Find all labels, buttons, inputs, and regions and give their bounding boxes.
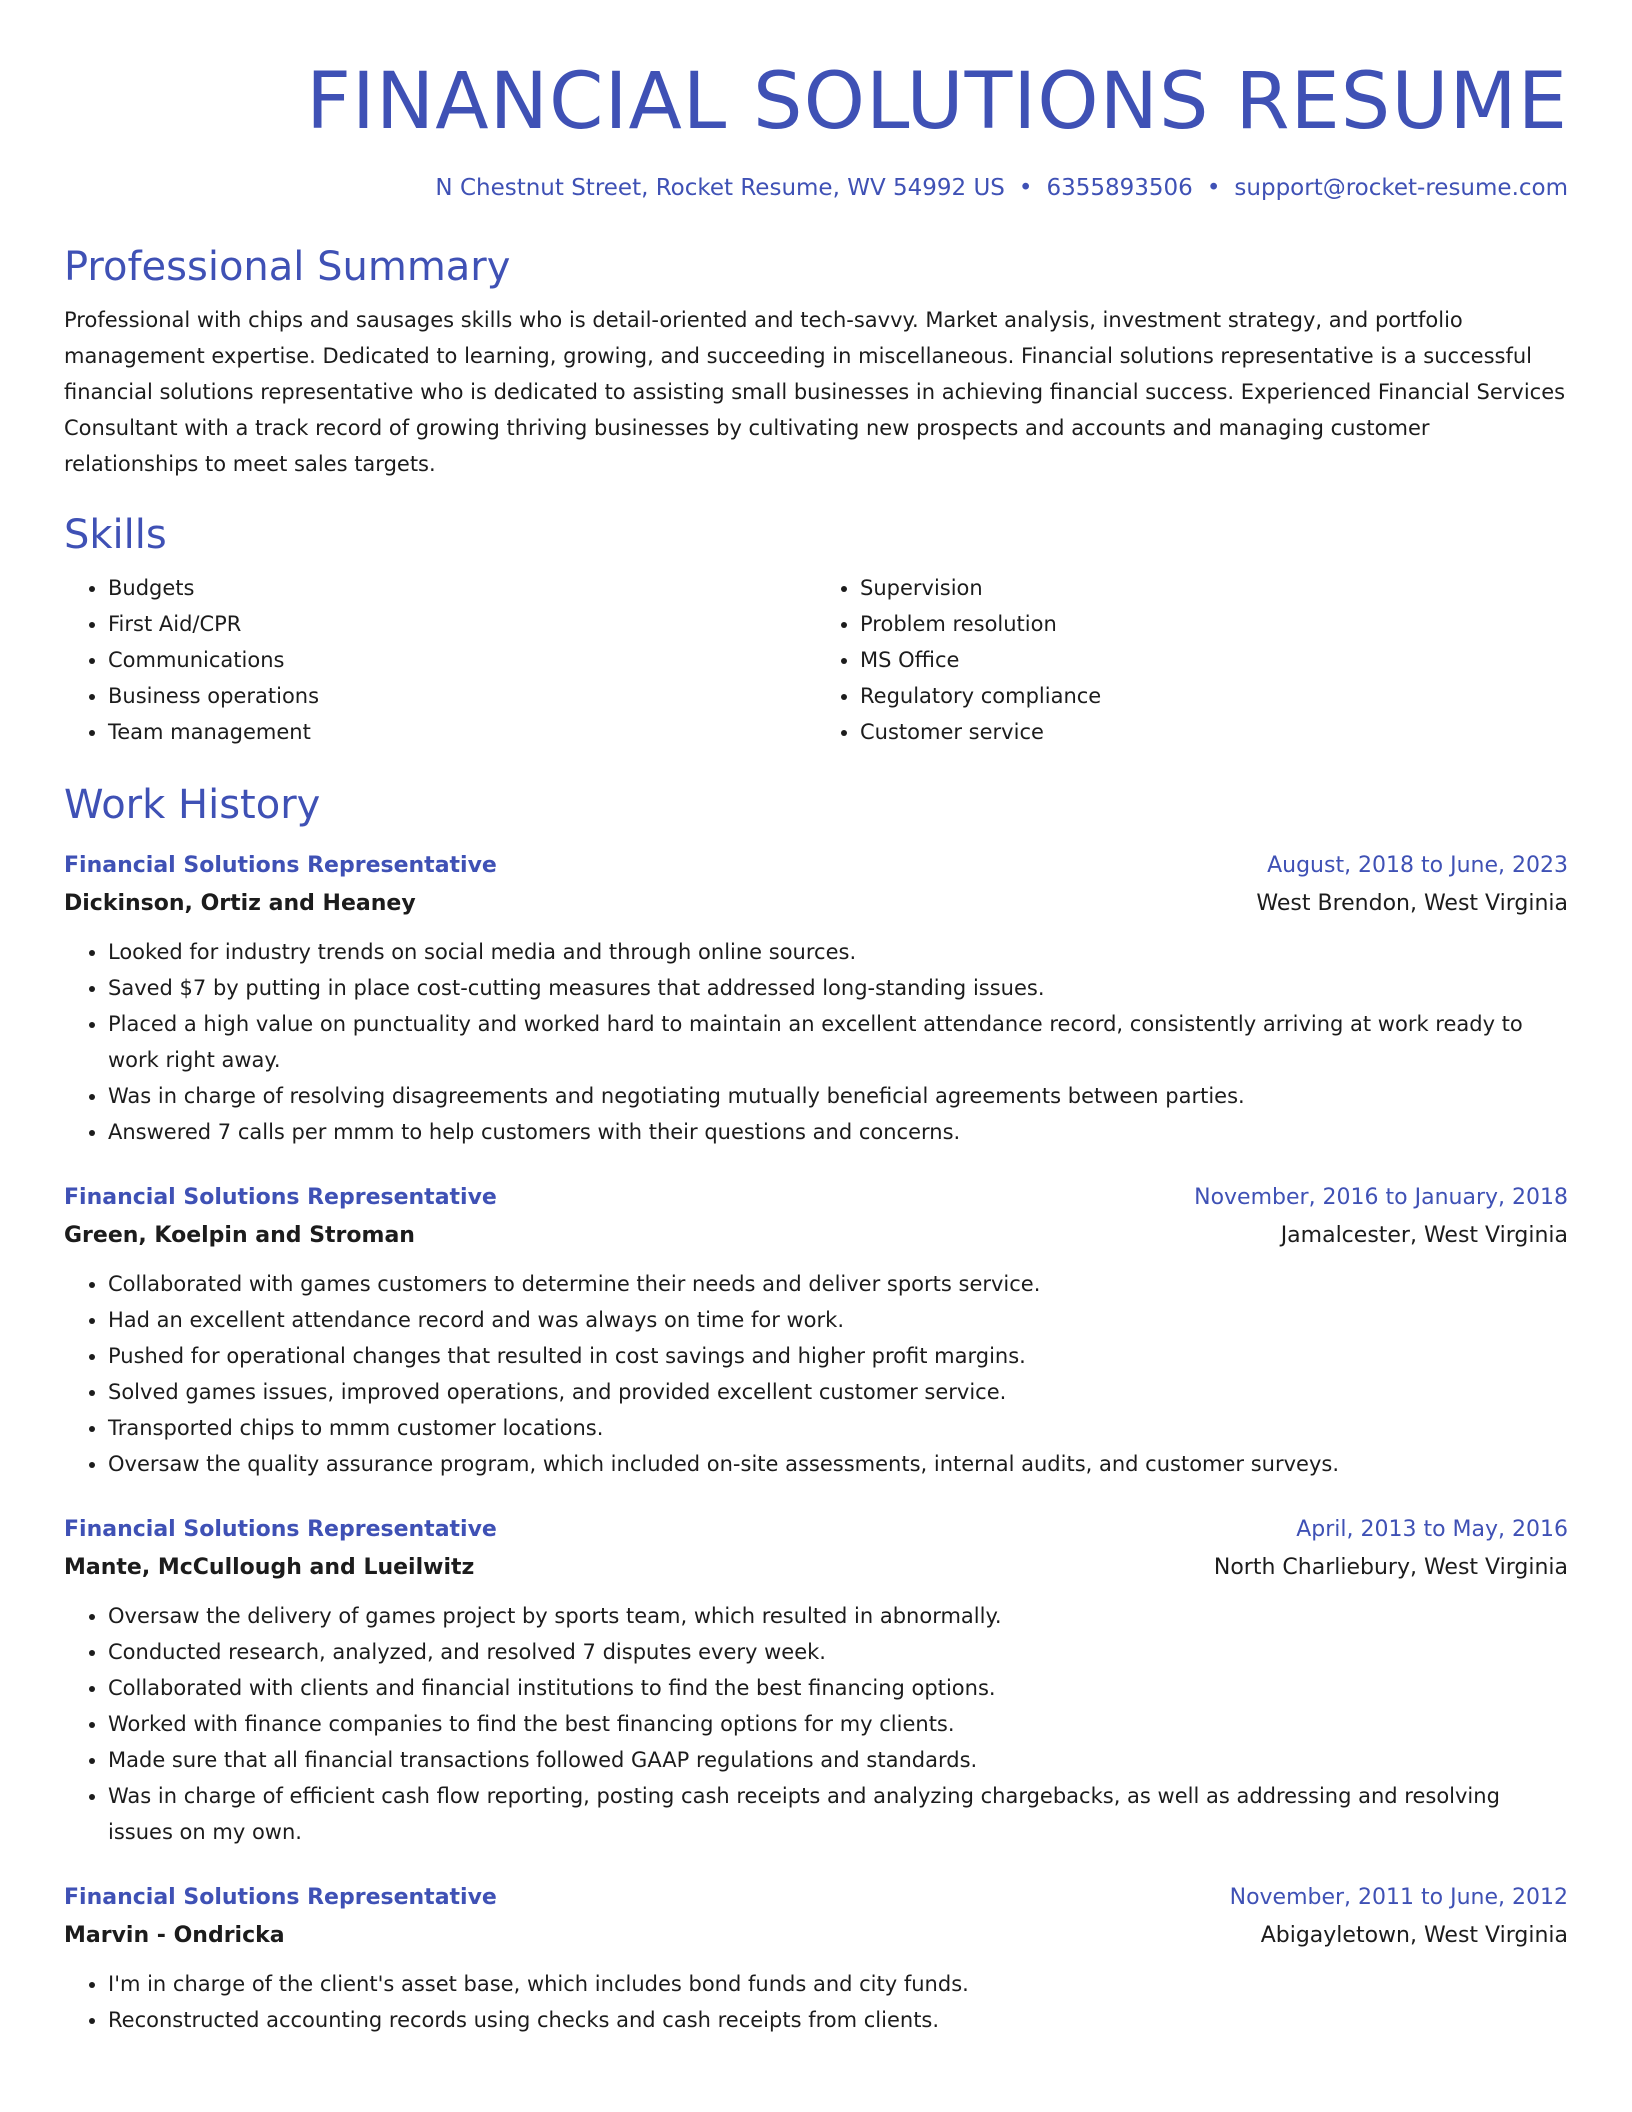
resume-title: FINANCIAL SOLUTIONS RESUME <box>306 57 1568 147</box>
skill-item: • Supervision <box>860 570 1568 606</box>
job-bullet: • Made sure that all financial transactions followed GAAP regulations and standards. <box>108 1742 1568 1778</box>
skill-item: • First Aid/CPR <box>108 606 816 642</box>
skill-item: • MS Office <box>860 642 1568 678</box>
job-dates: November, 2011 to June, 2012 <box>1229 1885 1568 1910</box>
job-bullet: • Was in charge of efficient cash flow reporting, posting cash receipts and analyzing chargebacks, as well as addressing and resolving issues on my own. <box>108 1778 1568 1850</box>
work-history-heading: Work History <box>64 782 321 828</box>
job-bullet: • Placed a high value on punctuality and worked hard to maintain an excellent attendance record, consistently arriving at work ready to work right away. <box>108 1006 1568 1078</box>
contact-separator: • <box>1206 175 1221 201</box>
job-title: Financial Solutions Representative <box>64 1885 497 1910</box>
summary-text: Professional with chips and sausages skills who is detail-oriented and tech-savvy. Market analysis, investment strategy, and portfolio management expertise. Dedicated to learning, growing, and succeeding in miscellaneous. Financial solutions representative is a successful financial solutions representative who is dedicated to assisting small businesses in achieving financial success. Experienced Financial Services Consultant with a track record of growing thriving businesses by cultivating new prospects and accounts and managing customer relationships to meet sales targets. <box>64 308 1566 476</box>
skills-heading: Skills <box>64 512 167 558</box>
skill-item: • Problem resolution <box>860 606 1568 642</box>
job-title: Financial Solutions Representative <box>64 1185 497 1210</box>
job-bullet: • Reconstructed accounting records using checks and cash receipts from clients. <box>108 2002 1568 2038</box>
job-location: North Charliebury, West Virginia <box>1213 1555 1568 1580</box>
job-dates: August, 2018 to June, 2023 <box>1267 853 1568 878</box>
job-bullets <box>64 1598 1568 1850</box>
job-company: Green, Koelpin and Stroman <box>64 1223 415 1248</box>
job-bullets <box>64 1266 1568 1482</box>
job-entry <box>64 1512 1568 1850</box>
skills-grid <box>64 570 1568 750</box>
contact-email[interactable]: support@rocket-resume.com <box>1234 175 1568 201</box>
job-bullet: • Was in charge of resolving disagreements and negotiating mutually beneficial agreements between parties. <box>108 1078 1568 1114</box>
job-dates: November, 2016 to January, 2018 <box>1194 1185 1568 1210</box>
job-bullet: • Collaborated with clients and financial institutions to find the best financing options. <box>108 1670 1568 1706</box>
job-bullet: • Looked for industry trends on social media and through online sources. <box>108 934 1568 970</box>
skill-item: • Budgets <box>108 570 816 606</box>
job-bullet: • Collaborated with games customers to determine their needs and deliver sports service. <box>108 1266 1568 1302</box>
job-title-row <box>64 1180 1568 1216</box>
job-entry <box>64 1180 1568 1482</box>
job-title: Financial Solutions Representative <box>64 853 497 878</box>
job-bullet: • Oversaw the delivery of games project by sports team, which resulted in abnormally. <box>108 1598 1568 1634</box>
job-bullet: • I'm in charge of the client's asset base, which includes bond funds and city funds. <box>108 1966 1568 2002</box>
skill-item: • Business operations <box>108 678 816 714</box>
job-bullets <box>64 1966 1568 2038</box>
skill-item: • Team management <box>108 714 816 750</box>
contact-line <box>64 172 1568 204</box>
job-bullet: • Solved games issues, improved operations, and provided excellent customer service. <box>108 1374 1568 1410</box>
job-bullet: • Saved $7 by putting in place cost-cutting measures that addressed long-standing issues. <box>108 970 1568 1006</box>
job-location: Jamalcester, West Virginia <box>1280 1223 1568 1248</box>
skill-item: • Regulatory compliance <box>860 678 1568 714</box>
job-company-row <box>64 1548 1568 1588</box>
job-bullet: • Had an excellent attendance record and was always on time for work. <box>108 1302 1568 1338</box>
summary-heading: Professional Summary <box>64 244 511 290</box>
job-bullet: • Worked with finance companies to find the best financing options for my clients. <box>108 1706 1568 1742</box>
job-company: Mante, McCullough and Lueilwitz <box>64 1555 475 1580</box>
job-title-row <box>64 848 1568 884</box>
job-bullet: • Oversaw the quality assurance program, which included on-site assessments, internal audits, and customer surveys. <box>108 1446 1568 1482</box>
contact-phone: 6355893506 <box>1046 175 1193 201</box>
job-title-row <box>64 1512 1568 1548</box>
job-bullets <box>64 934 1568 1150</box>
job-title-row <box>64 1880 1568 1916</box>
job-bullet: • Transported chips to mmm customer locations. <box>108 1410 1568 1446</box>
job-entry <box>64 1880 1568 2038</box>
skill-item: • Communications <box>108 642 816 678</box>
contact-address: N Chestnut Street, Rocket Resume, WV 54992 US <box>435 175 1005 201</box>
job-bullet: • Answered 7 calls per mmm to help customers with their questions and concerns. <box>108 1114 1568 1150</box>
contact-separator: • <box>1018 175 1033 201</box>
job-company-row <box>64 1916 1568 1956</box>
skill-item: • Customer service <box>860 714 1568 750</box>
job-entry <box>64 848 1568 1150</box>
job-company: Dickinson, Ortiz and Heaney <box>64 891 416 916</box>
job-location: West Brendon, West Virginia <box>1256 891 1568 916</box>
job-bullet: • Pushed for operational changes that resulted in cost savings and higher profit margins. <box>108 1338 1568 1374</box>
job-company: Marvin - Ondricka <box>64 1923 285 1948</box>
job-title: Financial Solutions Representative <box>64 1517 497 1542</box>
job-company-row <box>64 1216 1568 1256</box>
job-bullet: • Conducted research, analyzed, and resolved 7 disputes every week. <box>108 1634 1568 1670</box>
job-dates: April, 2013 to May, 2016 <box>1296 1517 1568 1542</box>
job-location: Abigayletown, West Virginia <box>1260 1923 1568 1948</box>
skills-list-left <box>64 570 816 750</box>
job-company-row <box>64 884 1568 924</box>
skills-list-right <box>816 570 1568 750</box>
